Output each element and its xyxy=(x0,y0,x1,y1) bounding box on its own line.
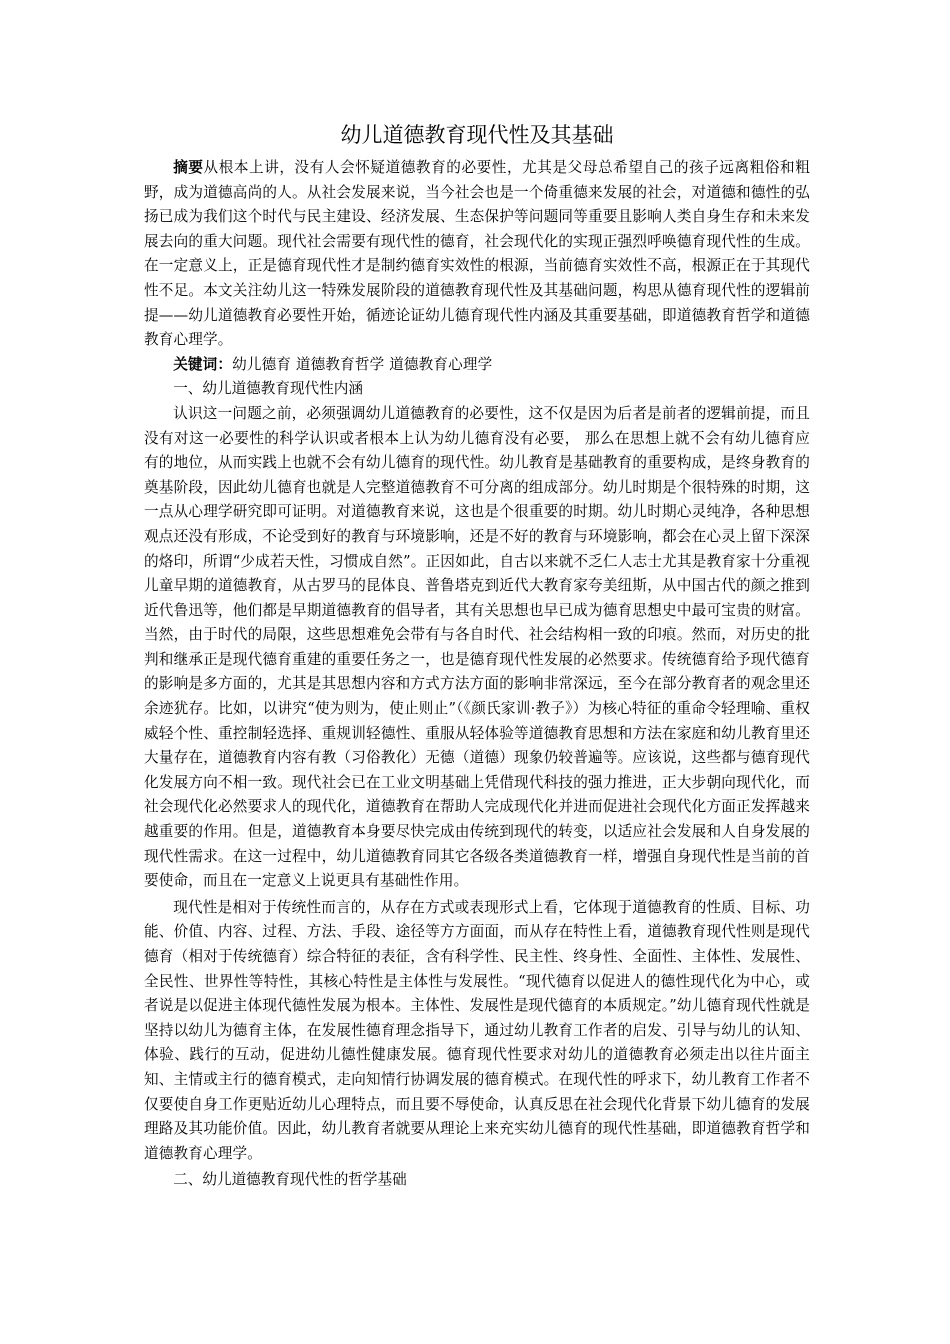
section-1-paragraph-1: 认识这一问题之前，必须强调幼儿道德教育的必要性，这不仅是因为后者是前者的逻辑前提，而且没有对这一必要性的科学认识或者根本上认为幼儿德育没有必要， 那么在思想上就不会有幼儿德育应有的地位，从而实践上也就不会有幼儿德育的现代性。幼儿教育是基础教育的重要构成，是终身教育的奠基阶段，因此幼儿德育也就是人完整道德教育不可分离的组成部分。幼儿时期是个很特殊的时期，这一点从心理学研究即可证明。对道德教育来说，这也是个很重要的时期。幼儿时期心灵纯净，各种思想观点还没有形成，不论受到好的教育与环境影响，还是不好的教育与环境影响，都会在心灵上留下深深的烙印，所谓“少成若天性，习惯成自然”。正因如此，自古以来就不乏仁人志士尤其是教育家十分重视儿童早期的道德教育，从古罗马的昆体良、普鲁塔克到近代大教育家夸美纽斯，从中国古代的颜之推到近代鲁迅等，他们都是早期道德教育的倡导者，其有关思想也早已成为德育思想史中最可宝贵的财富。当然，由于时代的局限，这些思想难免会带有与各自时代、社会结构相一致的印痕。然而，对历史的批判和继承正是现代德育重建的重要任务之一，也是德育现代性发展的必然要求。传统德育给予现代德育的影响是多方面的，尤其是其思想内容和方式方法方面的影响非常深远，至今在部分教育者的观念里还余迹犹存。比如，以讲究“使为则为，使止则止”（《颜氏家训·教子》）为核心特征的重命令轻理喻、重权威轻个性、重控制轻选择、重规训轻德性、重服从轻体验等道德教育思想和方法在家庭和幼儿教育里还大量存在，道德教育内容有教（习俗教化）无德（道德）现象仍较普遍等。应该说，这些都与德育现代化发展方向不相一致。现代社会已在工业文明基础上凭借现代科技的强力推进，正大步朝向现代化，而社会现代化必然要求人的现代化，道德教育在帮助人完成现代化并进而促进社会现代化方面正发挥越来越重要的作用。但是，道德教育本身要尽快完成由传统到现代的转变，以适应社会发展和人自身发展的现代性需求。在这一过程中，幼儿道德教育同其它各级各类道德教育一样，增强自身现代性是当前的首要使命，而且在一定意义上说更具有基础性作用。 xyxy=(144,404,810,890)
abstract-label: 摘要 xyxy=(173,159,204,176)
abstract-text: 从根本上讲，没有人会怀疑道德教育的必要性，尤其是父母总希望自己的孩子远离粗俗和粗野，成为道德高尚的人。从社会发展来说，当今社会也是一个倚重德来发展的社会，对道德和德性的弘扬已成为我们这个时代与民主建设、经济发展、生态保护等问题同等重要且影响人类自身生存和未来发展去向的重大问题。现代社会需要有现代性的德育，社会现代化的实现正强烈呼唤德育现代性的生成。在一定意义上，正是德育现代性才是制约德育实效性的根源，当前德育实效性不高，根源正在于其现代性不足。本文关注幼儿这一特殊发展阶段的道德教育现代性及其基础问题，构思从德育现代性的逻辑前提——幼儿道德教育必要性开始，循迹论证幼儿德育现代性内涵及其重要基础，即道德教育哲学和道德教育心理学。 xyxy=(144,159,810,349)
keywords-label: 关键词： xyxy=(173,355,233,373)
keywords-text: 幼儿德育 道德教育哲学 道德教育心理学 xyxy=(232,355,493,373)
keywords-line xyxy=(144,353,810,378)
paper-title: 幼儿道德教育现代性及其基础 xyxy=(340,123,614,147)
section-1-paragraph-2: 现代性是相对于传统性而言的，从存在方式或表现形式上看，它体现于道德教育的性质、目标、功能、价值、内容、过程、方法、手段、途径等方方面面，而从存在特性上看，道德教育现代性则是现代德育（相对于传统德育）综合特征的表征，含有科学性、民主性、终身性、全面性、主体性、发展性、全民性、世界性等特性，其核心特性是主体性与发展性。“现代德育以促进人的德性现代化为中心，或者说是以促进主体现代德性发展为根本。主体性、发展性是现代德育的本质规定。”幼儿德育现代性就是坚持以幼儿为德育主体，在发展性德育理念指导下，通过幼儿教育工作者的启发、引导与幼儿的认知、体验、践行的互动，促进幼儿德性健康发展。德育现代性要求对幼儿的道德教育必须走出以往片面主知、主情或主行的德育模式，走向知情行协调发展的德育模式。在现代性的呼求下，幼儿教育工作者不仅要使自身工作更贴近幼儿心理特点，而且要不辱使命，认真反思在社会现代化背景下幼儿德育的发展理路及其功能价值。因此，幼儿教育者就要从理论上来充实幼儿德育的现代性基础，即道德教育哲学和道德教育心理学。 xyxy=(144,898,810,1162)
section-2-heading: 二、幼儿道德教育现代性的哲学基础 xyxy=(173,1171,407,1189)
section-1-heading: 一、幼儿道德教育现代性内涵 xyxy=(173,380,363,398)
document-page xyxy=(144,120,810,1193)
abstract-paragraph xyxy=(144,156,810,353)
